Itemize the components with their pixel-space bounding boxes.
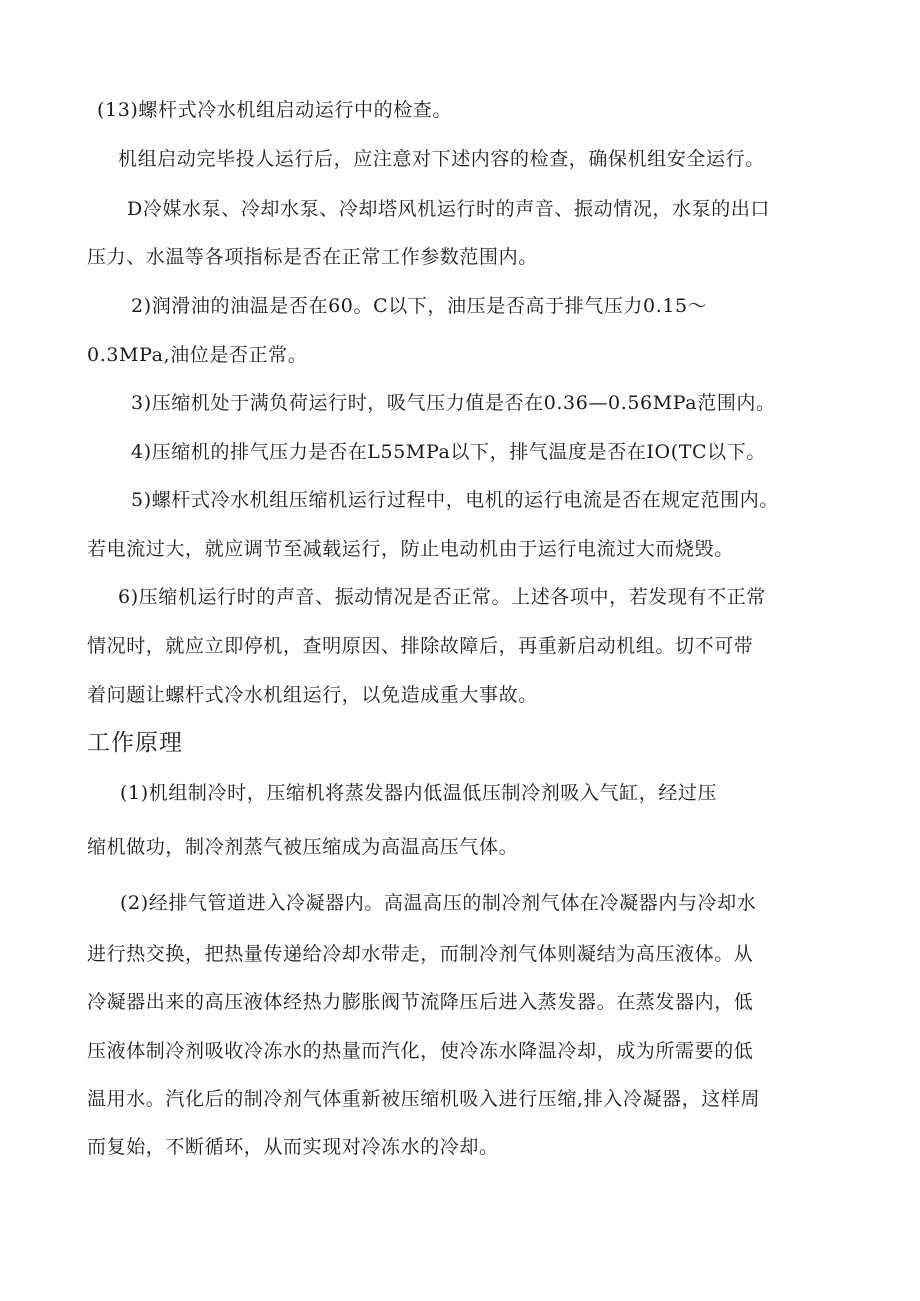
principle-2-line-2: 进行热交换，把热量传递给冷却水带走，而制冷剂气体则凝结为高压液体。从 (87, 943, 754, 965)
item-1-line-2: 压力、水温等各项指标是否在正常工作参数范围内。 (87, 246, 538, 268)
item-3: 3)压缩机处于满负荷运行时，吸气压力值是否在0.36—0.56MPa范围内。 (131, 392, 776, 414)
item-4: 4)压缩机的排气压力是否在L55MPa以下，排气温度是否在IO(TC以下。 (131, 441, 766, 463)
heading-working-principle: 工作原理 (87, 730, 183, 756)
section-13-title: (13)螺杆式冷水机组启动运行中的检查。 (97, 99, 453, 121)
paragraph-intro: 机组启动完毕投人运行后，应注意对下述内容的检查，确保机组安全运行。 (118, 148, 765, 170)
item-2-line-1: 2)润滑油的油温是否在60。C以下，油压是否高于排气压力0.15～ (131, 295, 708, 317)
item-6-line-2: 情况时，就应立即停机，查明原因、排除故障后，再重新启动机组。切不可带 (87, 635, 754, 657)
item-5-line-2: 若电流过大，就应调节至减载运行，防止电动机由于运行电流过大而烧毁。 (87, 538, 734, 560)
item-6-line-3: 着问题让螺杆式冷水机组运行，以免造成重大事故。 (87, 684, 538, 706)
principle-2-line-1: (2)经排气管道进入冷凝器内。高温高压的制冷剂气体在冷凝器内与冷却水 (120, 892, 757, 914)
principle-2-line-3: 冷凝器出来的高压液体经热力膨胀阀节流降压后进入蒸发器。在蒸发器内，低 (87, 991, 754, 1013)
principle-1-line-2: 缩机做功，制冷剂蒸气被压缩成为高温高压气体。 (87, 836, 519, 858)
item-6-line-1: 6)压缩机运行时的声音、振动情况是否正常。上述各项中，若发现有不正常 (118, 586, 766, 608)
principle-2-line-4: 压液体制冷剂吸收冷冻水的热量而汽化，使冷冻水降温冷却，成为所需要的低 (87, 1040, 754, 1062)
principle-2-line-5: 温用水。汽化后的制冷剂气体重新被压缩机吸入进行压缩,排入冷凝器，这样周 (87, 1088, 761, 1110)
item-1-line-1: D冷媒水泵、冷却水泵、冷却塔风机运行时的声音、振动情况，水泵的出口 (127, 198, 771, 220)
item-5-line-1: 5)螺杆式冷水机组压缩机运行过程中，电机的运行电流是否在规定范围内。 (131, 489, 779, 511)
principle-1-line-1: (1)机组制冷时，压缩机将蒸发器内低温低压制冷剂吸入气缸，经过压 (120, 782, 718, 804)
principle-2-line-6: 而复始，不断循环，从而实现对冷冻水的冷却。 (87, 1136, 499, 1158)
item-2-line-2: 0.3MPa,油位是否正常。 (87, 344, 308, 366)
